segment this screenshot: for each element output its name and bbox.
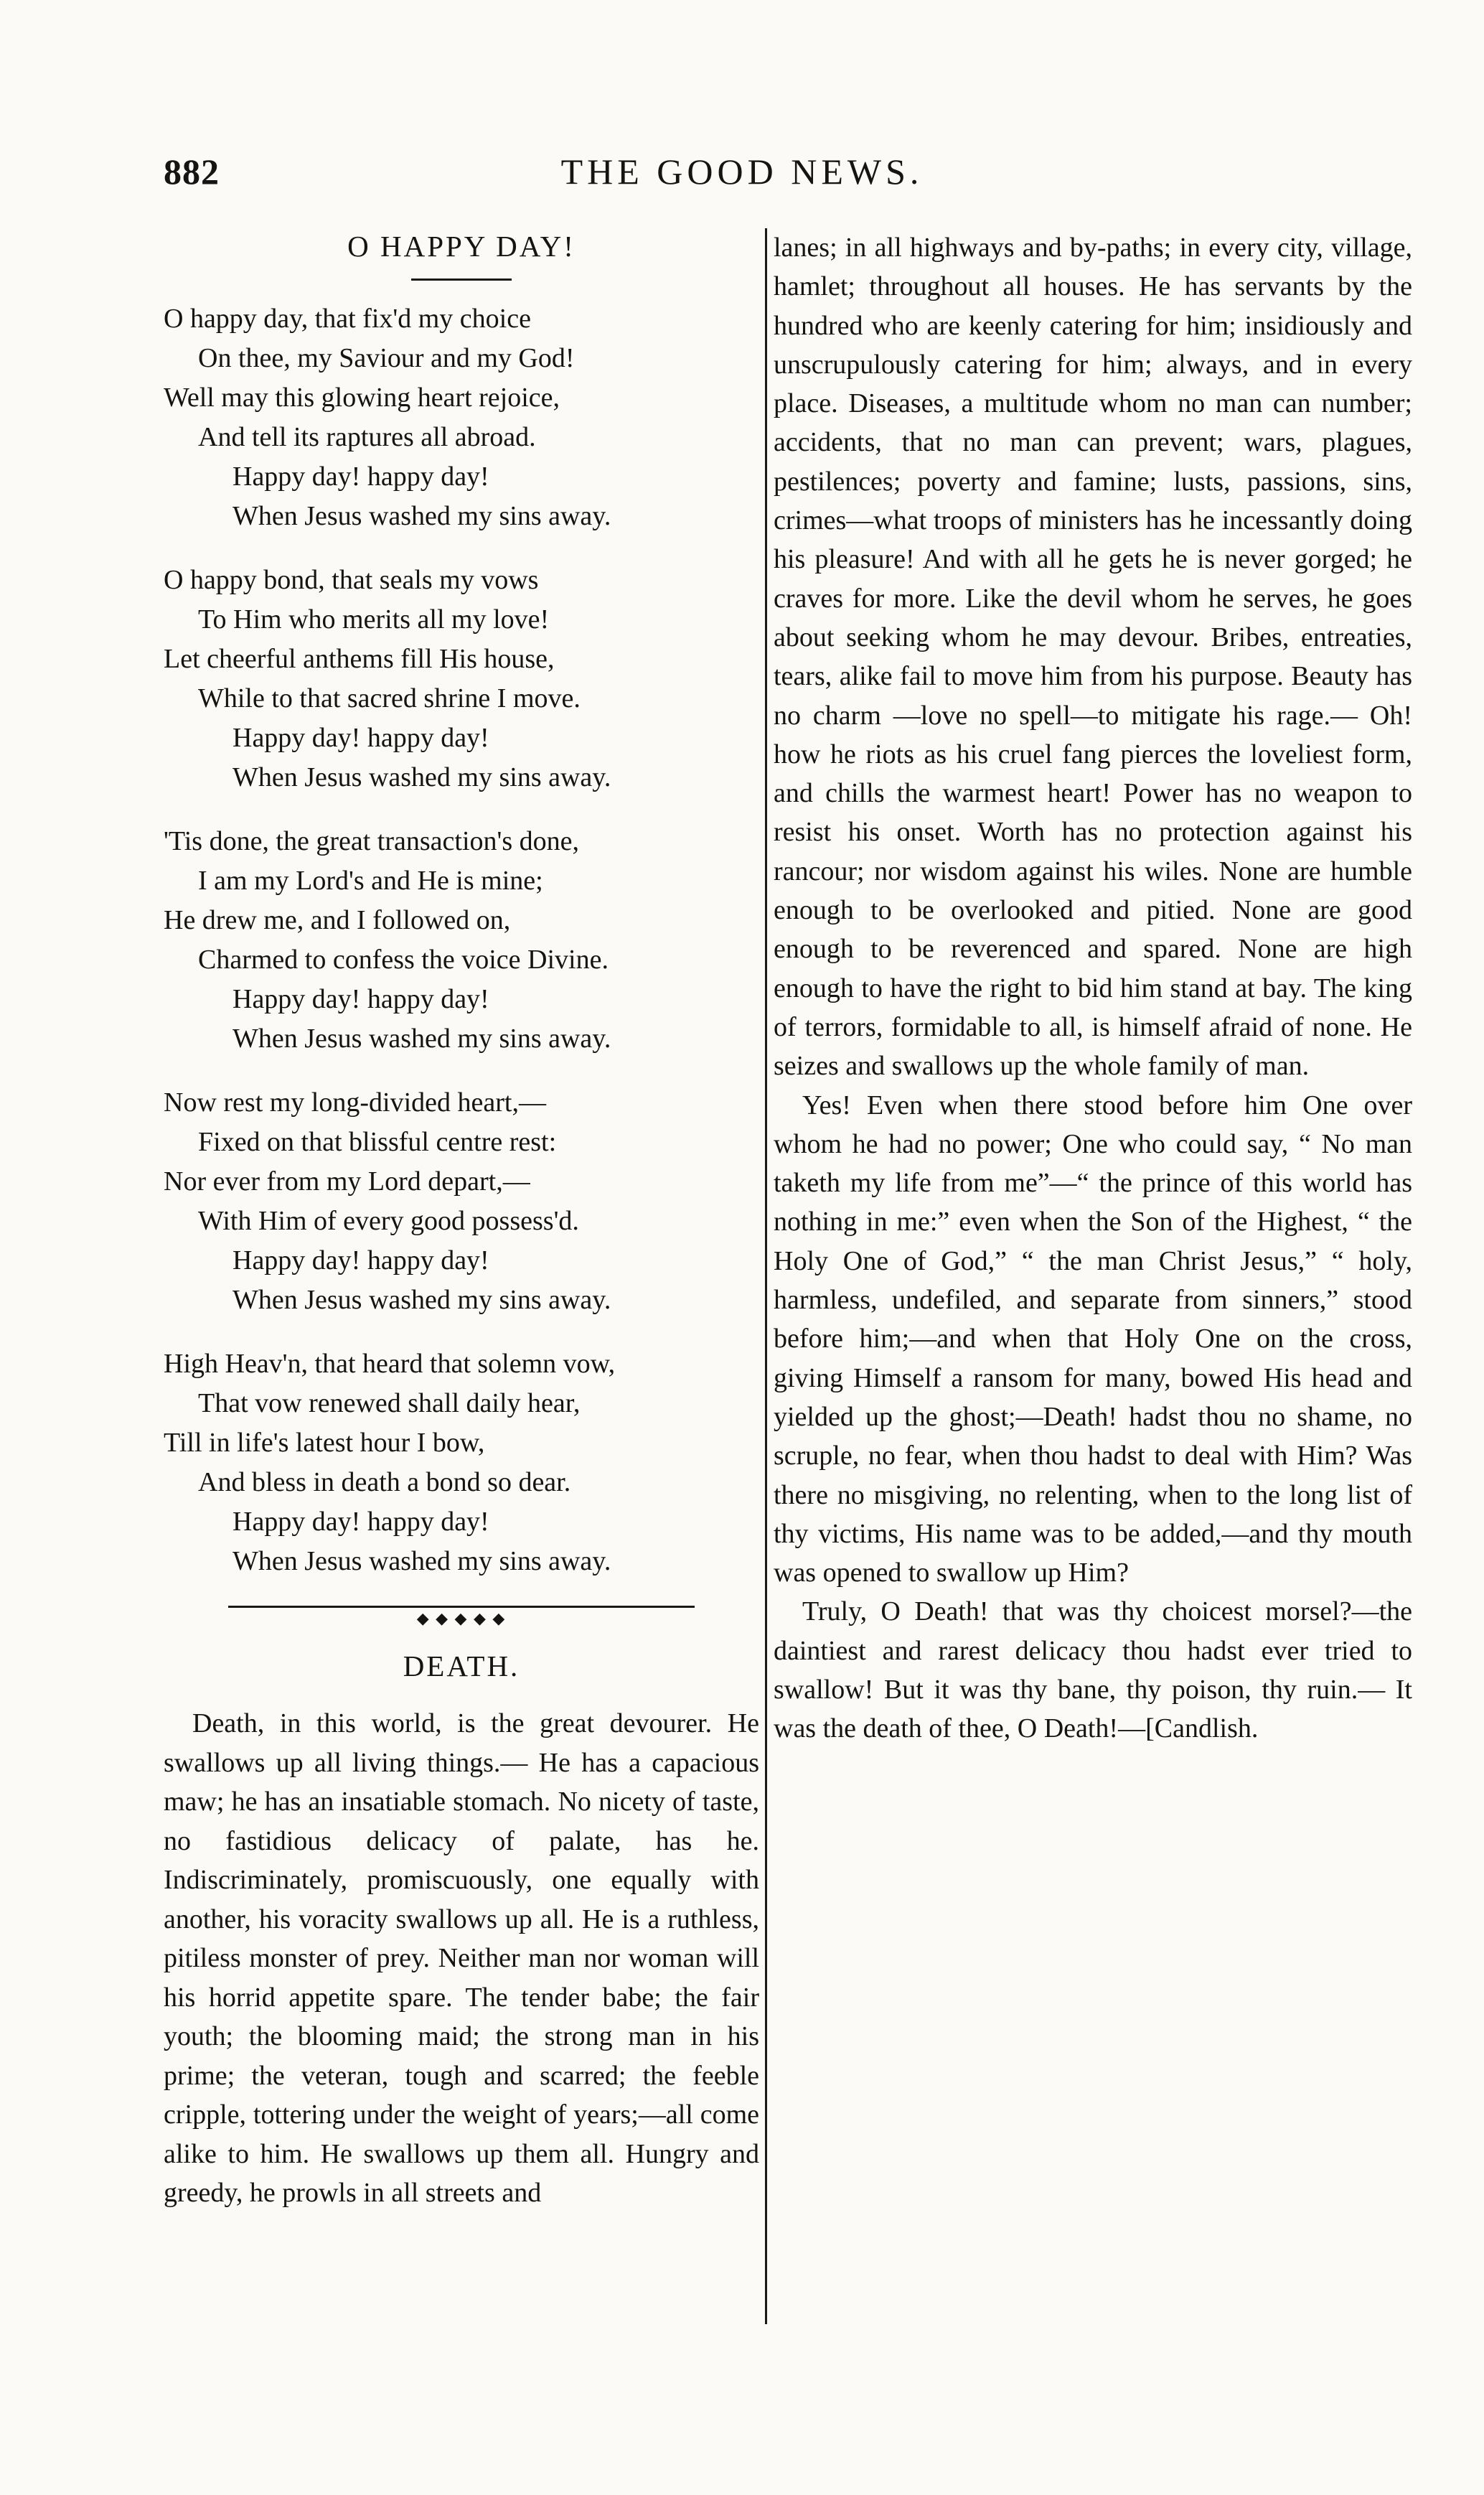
poem-line: And tell its raptures all abroad. xyxy=(198,422,536,452)
left-column xyxy=(164,228,759,2213)
poem-line: Happy day! happy day! xyxy=(233,462,489,492)
poem-stanza xyxy=(164,561,759,797)
poem-line: Till in life's latest hour I bow, xyxy=(164,1428,485,1458)
poem-stanza xyxy=(164,1083,759,1320)
article-paragraph-left: Death, in this world, is the great devourer. He swallows up all living things.— He has a capacious maw; he has an insatiable stomach. No nicety of taste, no fastidious delicacy of palate, has he. Indiscriminately, promiscuously, one equally with another, his voracity swallows up all. He is a ruthless, pitiless monster of prey. Neither man nor woman will his horrid appetite spare. The tender babe; the fair youth; the blooming maid; the strong man in his prime; the veteran, tough and scarred; the feeble cripple, tottering under the weight of years;—all come alike to him. He swallows up them all. Hungry and greedy, he prowls in all streets and xyxy=(164,1708,759,2208)
poem-line: Now rest my long-divided heart,— xyxy=(164,1087,546,1118)
title-rule xyxy=(411,278,512,281)
poem-line: Nor ever from my Lord depart,— xyxy=(164,1166,530,1197)
article-paragraph-continued: lanes; in all highways and by-paths; in every city, village, hamlet; throughout all houses. He has servants by the hundred who are keenly catering for him; insidiously and unscrupulously catering for him; always, and in every place. Diseases, a multitude whom no man can number; accidents, that no man can prevent; wars, plagues, pestilences; poverty and famine; lusts, passions, sins, crimes—what troops of ministers has he incessantly doing his pleasure! And with all he gets he is never gorged; he craves for more. Like the devil whom he serves, he goes about seeking whom he may devour. Bribes, entreaties, tears, alike fail to move him from his purpose. Beauty has no charm —love no spell—to mitigate his rage.— Oh! how he riots as his cruel fang pierces the loveliest form, and chills the warmest heart! Power has no weapon to resist his onset. Worth has no protection against his rancour; nor wisdom against his wiles. None are humble enough to be overlooked and pitied. None are good enough to be reverenced and spared. None are high enough to have the right to bid him stand at bay. The king of terrors, formidable to all, is himself afraid of none. He seizes and swallows up the whole family of man. xyxy=(774,233,1412,1082)
poem-body xyxy=(164,299,759,1581)
poem-line: I am my Lord's and He is mine; xyxy=(198,866,543,896)
poem-line: Happy day! happy day! xyxy=(233,1245,489,1275)
poem-line: Charmed to confess the voice Divine. xyxy=(198,945,609,975)
poem-line: O happy day, that fix'd my choice xyxy=(164,304,531,334)
poem-line: When Jesus washed my sins away. xyxy=(233,1546,611,1576)
poem-line: While to that sacred shrine I move. xyxy=(198,683,581,713)
running-head: THE GOOD NEWS. xyxy=(560,151,924,192)
poem-stanza xyxy=(164,299,759,536)
section-ornament: ◆ ◆ ◆ ◆ ◆ xyxy=(228,1606,695,1628)
poem-line: Let cheerful anthems fill His house, xyxy=(164,644,555,674)
poem-line: Well may this glowing heart rejoice, xyxy=(164,383,560,413)
article-paragraph: Yes! Even when there stood before him One over whom he had no power; One who could say, “ No man taketh my life from me”—“ the prince of this world has nothing in me:” even when the Son of the Highest, “ the Holy One of God,” “ the man Christ Jesus,” “ holy, harmless, undefiled, and separate from sinners,” stood before him;—and when that Holy One on the cross, giving Himself a ransom for many, bowed His head and yielded up the ghost;—Death! hadst thou no shame, no scruple, no fear, when thou hadst to deal with Him? Was there no misgiving, no relenting, when to the long list of thy victims, His name was to be added,—and thy mouth was opened to swallow up Him? xyxy=(774,1090,1412,1588)
poem-stanza xyxy=(164,1344,759,1581)
poem-line: Happy day! happy day! xyxy=(233,1507,489,1537)
poem-line: 'Tis done, the great transaction's done, xyxy=(164,826,580,856)
poem-line: Happy day! happy day! xyxy=(233,984,489,1014)
page-number: 882 xyxy=(164,151,220,192)
poem-line: He drew me, and I followed on, xyxy=(164,905,511,935)
column-divider xyxy=(765,228,767,2324)
poem-line: When Jesus washed my sins away. xyxy=(233,501,611,531)
poem-line: High Heav'n, that heard that solemn vow, xyxy=(164,1349,616,1379)
poem-line: When Jesus washed my sins away. xyxy=(233,1285,611,1315)
poem-title: O HAPPY DAY! xyxy=(347,230,576,263)
right-column xyxy=(774,228,1412,1749)
poem-line: To Him who merits all my love! xyxy=(198,604,550,635)
poem-line: With Him of every good possess'd. xyxy=(198,1206,579,1236)
poem-line: And bless in death a bond so dear. xyxy=(198,1467,571,1497)
poem-line: Happy day! happy day! xyxy=(233,723,489,753)
poem-line: When Jesus washed my sins away. xyxy=(233,762,611,792)
poem-line: On thee, my Saviour and my God! xyxy=(198,343,575,373)
poem-line: That vow renewed shall daily hear, xyxy=(198,1388,581,1418)
poem-line: When Jesus washed my sins away. xyxy=(233,1024,611,1054)
article-paragraph: Truly, O Death! that was thy choicest morsel?—the daintiest and rarest delicacy thou hadst ever tried to swallow! But it was thy bane, thy poison, thy ruin.— It was the death of thee, O Death!—[Candlish. xyxy=(774,1596,1412,1744)
poem-line: Fixed on that blissful centre rest: xyxy=(198,1127,557,1157)
poem-stanza xyxy=(164,822,759,1059)
poem-line: O happy bond, that seals my vows xyxy=(164,565,539,595)
article-title: DEATH. xyxy=(403,1649,520,1682)
